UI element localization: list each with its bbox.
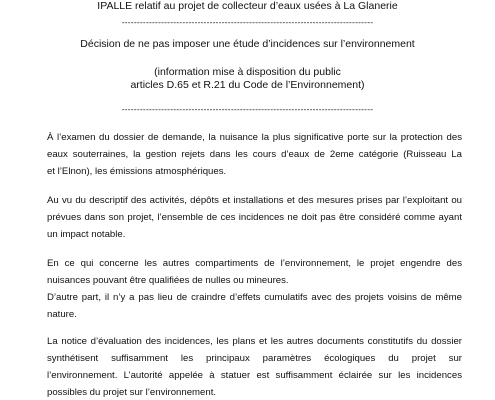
paragraph-line: nuisances pouvant être qualifiées de nulles ou mineures. [47, 275, 289, 286]
paragraph-line: nature. [47, 309, 77, 320]
paragraph-examen [47, 129, 462, 180]
paragraph-line: eaux souterraines, la gestion rejets dans les cours d’eaux de 2eme catégorie (Ruisseau La [47, 149, 462, 160]
document-title: IPALLE relatif au projet de collecteur d’eaux usées à La Glanerie [97, 0, 398, 12]
decision-heading: Décision de ne pas imposer une étude d’incidences sur l’environnement [80, 38, 415, 50]
paragraph-line: possibles du projet sur l’environnement. [47, 387, 217, 398]
paragraph-line: un impact notable. [47, 229, 126, 240]
paragraph-line: synthétisent suffisamment les principaux paramètres écologiques du projet sur [47, 353, 462, 364]
legal-info-line-1: (information mise à disposition du public [154, 66, 341, 78]
paragraph-line: À l’examen du dossier de demande, la nuisance la plus significative porte sur la protection des [47, 132, 462, 143]
paragraph-line: et l’Elnon), les émissions atmosphériques. [47, 166, 227, 177]
paragraph-line: Au vu du descriptif des activités, dépôts et installations et des mesures prises par l’exploitant ou [47, 195, 462, 206]
paragraph-line: l’environnement. L’autorité appelée à statuer est suffisamment éclairée sur les incidences [47, 370, 462, 381]
paragraph-line: prévues dans son projet, l’ensemble de ces incidences ne doit pas être considéré comme ayant [47, 212, 462, 223]
paragraph-descriptif [47, 192, 462, 243]
paragraph-line: La notice d’évaluation des incidences, les plans et les autres documents constitutifs du dossier [47, 336, 462, 347]
paragraph-line: D’autre part, il n’y a pas lieu de craindre d’effets cumulatifs avec des projets voisins de même [47, 292, 462, 303]
paragraph-compartiments [47, 255, 462, 323]
legal-info-line-2: articles D.65 et R.21 du Code de l’Environnement) [130, 79, 365, 91]
legal-info-block [0, 66, 495, 92]
separator-bottom: ----------------------------------------------------------------------------------- [121, 104, 374, 114]
paragraph-line: En ce qui concerne les autres compartiments de l’environnement, le projet engendre des [47, 258, 462, 269]
paragraph-notice [47, 333, 462, 400]
separator-top: ----------------------------------------------------------------------------------- [121, 17, 374, 27]
